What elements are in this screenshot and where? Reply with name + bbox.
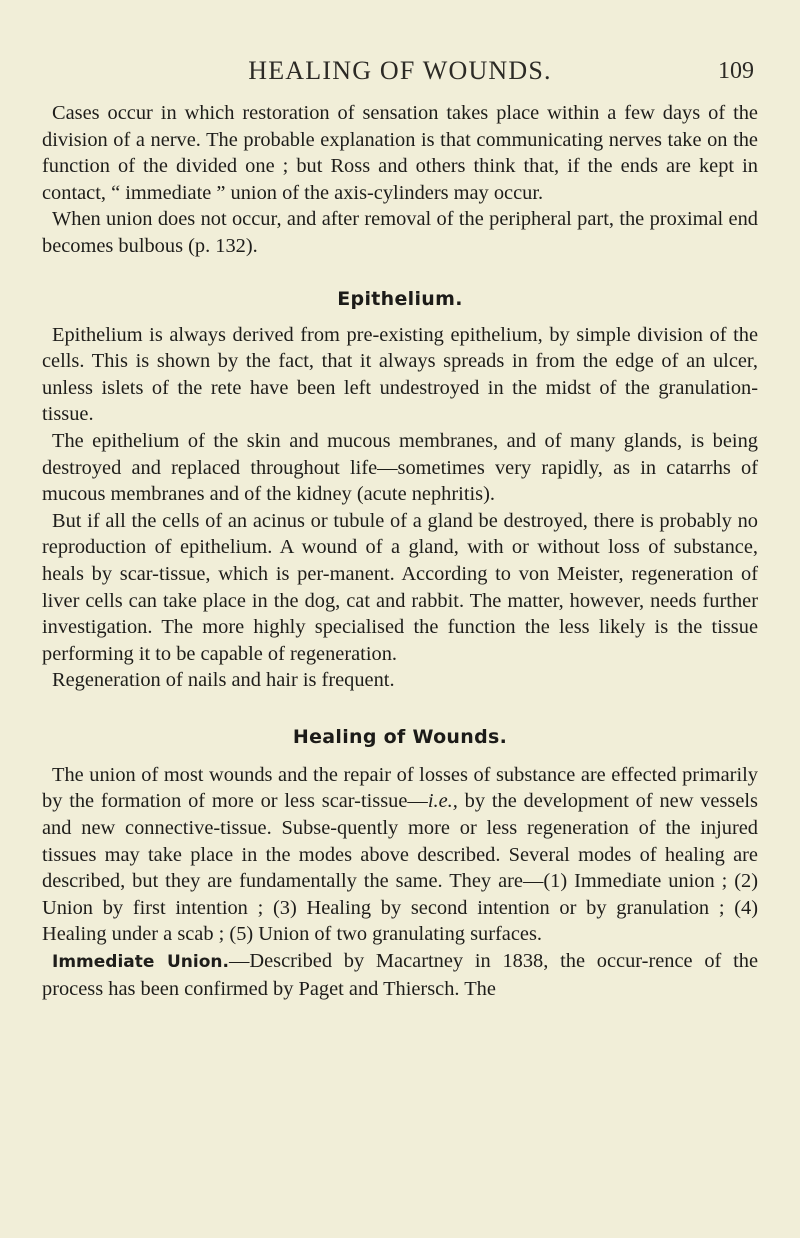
running-title: HEALING OF WOUNDS.: [248, 56, 552, 85]
nerve-paragraph-2: When union does not occur, and after removal of the peripheral part, the proximal end becomes bulbous (p. 132).: [42, 208, 758, 257]
epithelium-paragraph-3: But if all the cells of an acinus or tubule of a gland be destroyed, there is probably no reproduction of epithelium. A wound of a gland, with or without loss of substance, heals by scar-tissue, which is per-manent. According to von Meister, regeneration of liver cells can take place in the dog, cat and rabbit. The matter, however, needs further investigation. The more highly specialised the function the less likely is the tissue performing it to be capable of regeneration.: [42, 509, 758, 665]
book-page: [42, 56, 758, 1002]
immediate-union-runin: Immediate Union.: [52, 952, 229, 973]
epithelium-paragraph-1: Epithelium is always derived from pre-existing epithelium, by simple division of the cells. This is shown by the fact, that it always spreads in from the edge of an ulcer, unless islets of the rete have been left undestroyed in the midst of the granulation-tissue.: [42, 323, 758, 426]
healing-p1-after: by the development of new vessels and new connective-tissue. Subse-quently more or less regeneration of the injured tissues may take place in the modes above described. Several modes of healing are described, but they are fundamentally the same. They are—(1) Immediate union ; (2) Union by first intention ; (3) Healing by second intention or by granulation ; (4) Healing under a scab ; (5) Union of two granulating surfaces.: [42, 790, 758, 946]
running-head: [42, 56, 758, 96]
epithelium-paragraph-4: Regeneration of nails and hair is frequent.: [52, 669, 395, 692]
healing-p1-before: The union of most wounds and the repair of losses of substance are effected primarily by the formation of more or less scar-tissue—: [42, 763, 758, 813]
nerve-paragraph-1: Cases occur in which restoration of sensation takes place within a few days of the division of a nerve. The probable explanation is that communicating nerves take on the function of the divided one ; but Ross and others think that, if the ends are kept in contact, “ immediate ” union of the axis-cylinders may occur.: [42, 102, 758, 204]
immediate-union-paragraph: [42, 948, 758, 1002]
epithelium-heading: Epithelium.: [337, 287, 463, 310]
epithelium-paragraph-2: The epithelium of the skin and mucous membranes, and of many glands, is being destroyed and replaced throughout life—sometimes very rapidly, as in catarrhs of mucous membranes and of the kidney (acute nephritis).: [42, 429, 758, 506]
healing-heading: Healing of Wounds.: [292, 725, 508, 748]
page-number: 109: [718, 58, 754, 84]
healing-p1-ie: i.e.,: [427, 790, 458, 813]
immediate-union-text: —Described by Macartney in 1838, the occur-rence of the process has been confirmed by Paget and Thiersch. The: [42, 950, 758, 1000]
healing-paragraph-1: [42, 762, 758, 948]
